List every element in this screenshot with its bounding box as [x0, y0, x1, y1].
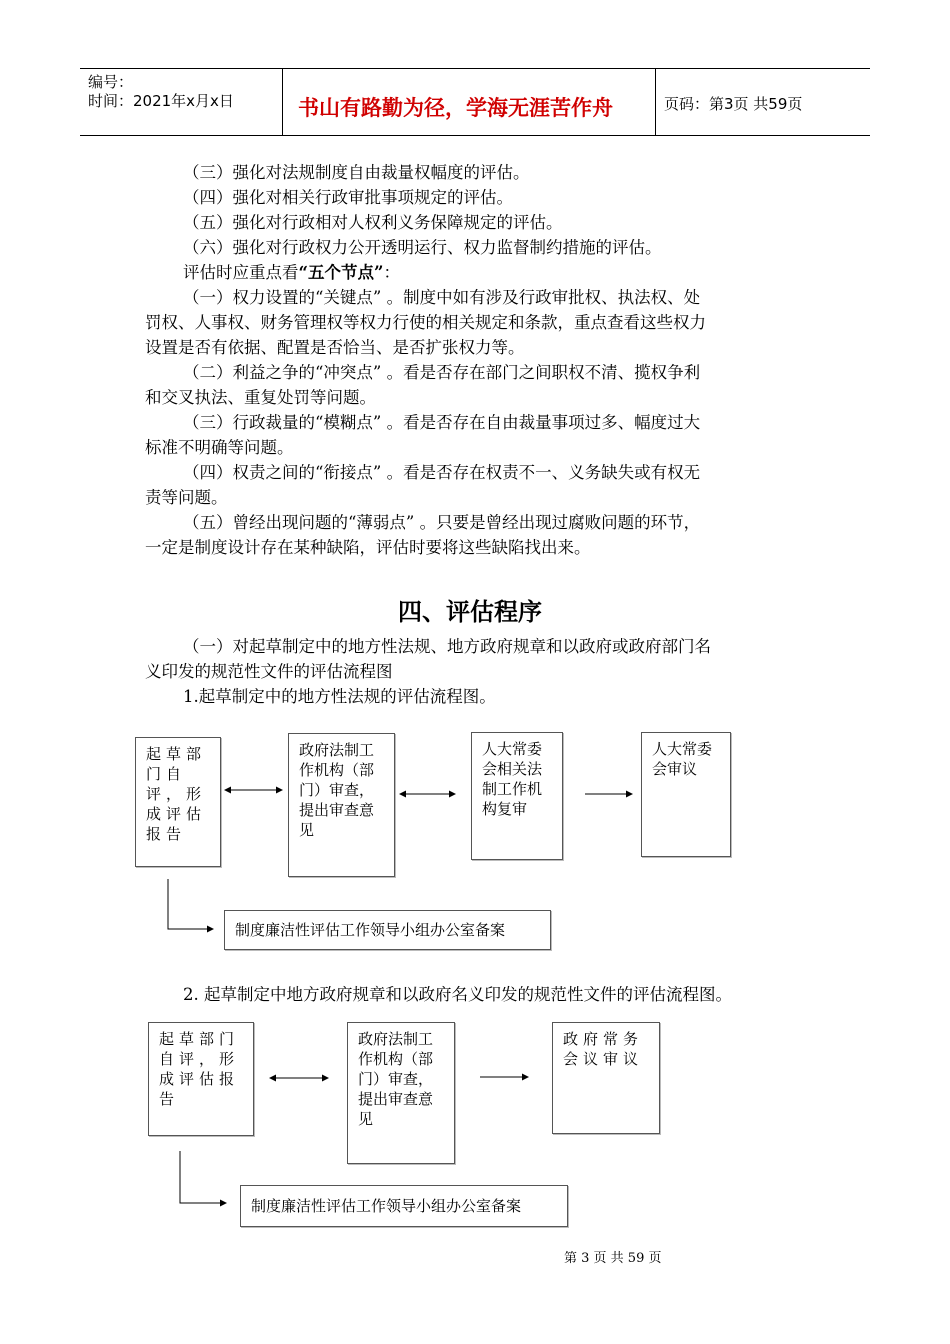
text-line: 义印发的规范性文件的评估流程图: [145, 662, 393, 681]
flow1-box-npc-deliberation: [641, 732, 731, 857]
page-footer: 第 3 页 共 59 页: [564, 1251, 662, 1266]
nodes-intro-emphasis: “五个节点”: [298, 263, 384, 282]
text-line: （一）对起草制定中的地方性法规、地方政府规章和以政府或政府部门名: [183, 637, 711, 656]
flow1-box-draft-dept-text: 起草部门自评，形成评估报告: [146, 745, 207, 843]
header-number-label: 编号：: [88, 73, 134, 91]
text-line: （三）行政裁量的“模糊点” 。看是否存在自由裁量事项过多、幅度过大: [183, 413, 701, 432]
nodes-intro-colon: ：: [383, 263, 400, 282]
flow1-box-draft-dept: [135, 737, 221, 867]
text-line: 标准不明确等问题。: [145, 438, 294, 457]
flow1-box-npc-review-text: 人大常委会相关法制工作机构复审: [482, 740, 543, 818]
text-line: （六）强化对行政权力公开透明运行、权力监督制约措施的评估。: [183, 238, 662, 257]
flow2-box-gov-meeting-text: 政府常务会议审议: [563, 1030, 644, 1068]
text-line: 和交叉执法、重复处罚等问题。: [145, 388, 376, 407]
flow2-box-legal-review-text: 政府法制工作机构（部门）审查，提出审查意见: [358, 1030, 434, 1128]
flow1-caption: 1.起草制定中的地方性法规的评估流程图。: [183, 687, 496, 706]
section-title: 四、评估程序: [398, 598, 542, 626]
text-line: （二）利益之争的“冲突点” 。看是否存在部门之间职权不清、揽权争利: [183, 363, 701, 382]
header-date: 时间：2021年x月x日: [88, 92, 234, 110]
flow2-box-draft-dept-text: 起草部门自评，形成评估报告: [159, 1030, 240, 1108]
text-line: （四）权责之间的“衔接点” 。看是否存在权责不一、义务缺失或有权无: [183, 463, 701, 482]
flow2-box-draft-dept: [148, 1022, 254, 1136]
text-line: （四）强化对相关行政审批事项规定的评估。: [183, 188, 513, 207]
flow2-arrow-record: [180, 1151, 226, 1203]
text-line: （五）曾经出现问题的“薄弱点” 。只要是曾经出现过腐败问题的环节，: [183, 513, 701, 532]
text-line: 责等问题。: [145, 488, 228, 507]
flow1-box-npc-review: [471, 732, 563, 860]
text-line: 罚权、人事权、财务管理权等权力行使的相关规定和条款，重点查看这些权力: [145, 313, 706, 332]
flow1-arrow-record: [168, 879, 213, 929]
flow1-box-npc-deliberation-text: 人大常委会审议: [652, 740, 713, 778]
flow2-box-record-text: 制度廉洁性评估工作领导小组办公室备案: [251, 1197, 522, 1215]
flow2-caption: 2. 起草制定中地方政府规章和以政府名义印发的规范性文件的评估流程图。: [183, 985, 732, 1004]
text-line: （一）权力设置的“关键点” 。制度中如有涉及行政审批权、执法权、处: [183, 288, 701, 307]
nodes-intro-text: 评估时应重点看: [183, 263, 299, 282]
header-motto: 书山有路勤为径，学海无涯苦作舟: [298, 96, 613, 120]
flow2-box-legal-review: [347, 1022, 455, 1164]
flow1-box-record-text: 制度廉洁性评估工作领导小组办公室备案: [235, 921, 506, 939]
text-line: 一定是制度设计存在某种缺陷，评估时要将这些缺陷找出来。: [145, 538, 591, 557]
flow1-box-legal-review-text: 政府法制工作机构（部门）审查，提出审查意见: [299, 741, 375, 839]
text-line: （三）强化对法规制度自由裁量权幅度的评估。: [183, 163, 530, 182]
header-page-info: 页码：第3页 共59页: [664, 95, 803, 113]
text-line: （五）强化对行政相对人权利义务保障规定的评估。: [183, 213, 563, 232]
flow1-box-legal-review: [288, 733, 395, 877]
flow2-box-record: [240, 1185, 568, 1227]
flow2-box-gov-meeting: [552, 1022, 660, 1134]
text-line: 设置是否有依据、配置是否恰当、是否扩张权力等。: [145, 338, 525, 357]
flow1-box-record: [224, 910, 551, 950]
